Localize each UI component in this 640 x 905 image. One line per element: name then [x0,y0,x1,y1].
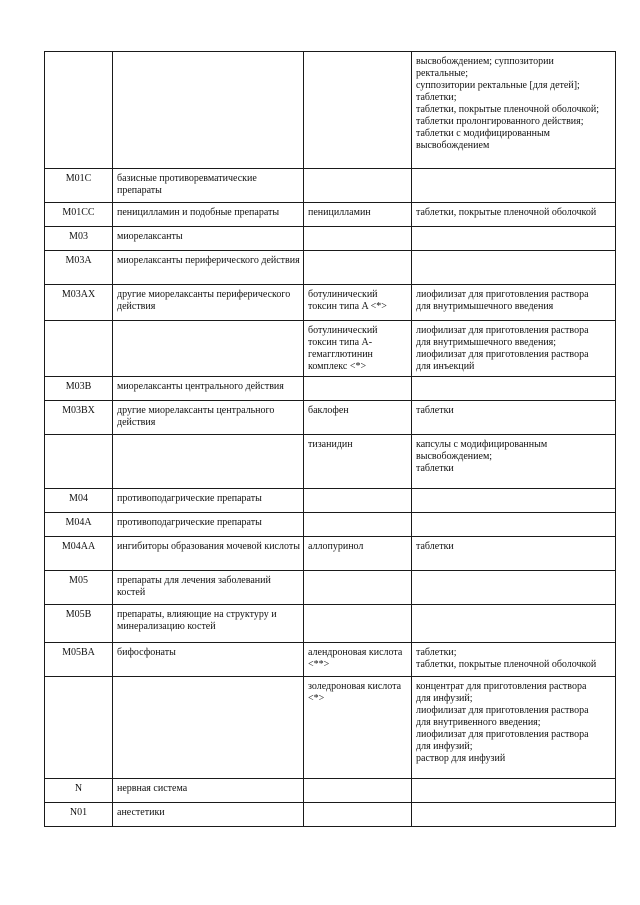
table-row [45,779,616,803]
group-name-cell: миорелаксанты [113,227,304,251]
atc-code-cell: M04 [45,489,113,513]
atc-code-cell: M03 [45,227,113,251]
atc-code-cell [45,52,113,169]
table-row [45,803,616,827]
drug-name-cell [304,251,412,285]
dosage-form-line: для внутримышечного введения; [416,337,557,348]
atc-code-cell: M04AA [45,537,113,571]
atc-code-cell: M05B [45,605,113,643]
group-name-cell: пеницилламин и подобные препараты [113,203,304,227]
table-row [45,571,616,605]
dosage-form-line: лиофилизат для приготовления раствора [416,289,589,300]
atc-code-cell: M04A [45,513,113,537]
drug-name-cell [304,489,412,513]
dosage-forms-cell [412,605,616,643]
dosage-forms-cell [412,251,616,285]
group-name-cell: базисные противоревматические препараты [113,169,304,203]
group-name-cell: противоподагрические препараты [113,489,304,513]
table-row [45,489,616,513]
atc-code-cell [45,321,113,377]
table-row [45,537,616,571]
atc-code-cell: M05BA [45,643,113,677]
dosage-form-line: высвобождением; [416,451,493,462]
table-row [45,605,616,643]
dosage-forms-cell [412,285,616,321]
drug-name-cell [304,571,412,605]
drug-name-cell [304,377,412,401]
dosage-form-line: концентрат для приготовления раствора [416,681,587,692]
atc-code-cell: M03A [45,251,113,285]
atc-code-cell: M03B [45,377,113,401]
dosage-form-line: таблетки пролонгированного действия; [416,116,584,127]
dosage-forms-cell [412,571,616,605]
dosage-forms-cell [412,435,616,489]
dosage-form-line: раствор для инфузий [416,753,506,764]
atc-code-cell: M01C [45,169,113,203]
dosage-form-line: высвобождением [416,140,490,151]
table-body [45,52,616,827]
group-name-cell: бифосфонаты [113,643,304,677]
table-row [45,513,616,537]
dosage-form-line: таблетки; [416,92,457,103]
dosage-form-line: для инфузий; [416,693,473,704]
dosage-form-line: высвобождением; суппозитории [416,56,554,67]
dosage-forms-cell [412,537,616,571]
dosage-form-line: для внутривенного введения; [416,717,541,728]
group-name-cell: анестетики [113,803,304,827]
atc-code-cell [45,435,113,489]
drug-name-cell: тизанидин [304,435,412,489]
dosage-form-line: лиофилизат для приготовления раствора [416,349,589,360]
dosage-form-line: таблетки [416,541,454,552]
drug-name-cell [304,803,412,827]
table-row [45,643,616,677]
dosage-form-line: таблетки; [416,647,457,658]
group-name-cell [113,52,304,169]
atc-code-cell: N [45,779,113,803]
dosage-forms-cell [412,513,616,537]
group-name-cell: миорелаксанты центрального действия [113,377,304,401]
drug-name-cell: баклофен [304,401,412,435]
dosage-form-line: капсулы с модифицированным [416,439,548,450]
dosage-forms-cell [412,377,616,401]
dosage-form-line: таблетки [416,463,454,474]
dosage-forms-cell [412,227,616,251]
drug-name-cell [304,605,412,643]
group-name-cell: препараты, влияющие на структуру и минерализацию костей [113,605,304,643]
atc-code-cell: M01CC [45,203,113,227]
group-name-cell: другие миорелаксанты периферического действия [113,285,304,321]
dosage-form-line: лиофилизат для приготовления раствора [416,325,589,336]
dosage-forms-cell [412,643,616,677]
table-row [45,251,616,285]
drug-name-cell [304,169,412,203]
dosage-form-line: таблетки, покрытые пленочной оболочкой; [416,104,600,115]
dosage-form-line: для инфузий; [416,741,473,752]
table-row [45,377,616,401]
dosage-form-line: для инъекций [416,361,475,372]
atc-drug-table [44,51,616,827]
dosage-form-line: таблетки с модифицированным [416,128,551,139]
table-row [45,435,616,489]
dosage-form-line: таблетки, покрытые пленочной оболочкой [416,659,597,670]
table-row [45,203,616,227]
atc-code-cell [45,677,113,779]
atc-code-cell: M03BX [45,401,113,435]
dosage-form-line: для внутримышечного введения [416,301,554,312]
group-name-cell [113,435,304,489]
dosage-form-line: лиофилизат для приготовления раствора [416,729,589,740]
dosage-form-line: суппозитории ректальные [для детей]; [416,80,580,91]
group-name-cell [113,677,304,779]
drug-name-cell: золедроновая кислота <*> [304,677,412,779]
dosage-forms-cell [412,52,616,169]
drug-name-cell: ботулинический токсин типа A <*> [304,285,412,321]
table-row [45,52,616,169]
dosage-forms-cell [412,401,616,435]
group-name-cell: миорелаксанты периферического действия [113,251,304,285]
group-name-cell: другие миорелаксанты центрального действия [113,401,304,435]
drug-name-cell: пеницилламин [304,203,412,227]
dosage-form-line: лиофилизат для приготовления раствора [416,705,589,716]
drug-name-cell [304,513,412,537]
dosage-forms-cell [412,677,616,779]
group-name-cell: препараты для лечения заболеваний костей [113,571,304,605]
dosage-form-line: таблетки, покрытые пленочной оболочкой [416,207,597,218]
table-row [45,169,616,203]
group-name-cell [113,321,304,377]
group-name-cell: противоподагрические препараты [113,513,304,537]
table-row [45,285,616,321]
dosage-form-line: ректальные; [416,68,469,79]
dosage-forms-cell [412,779,616,803]
group-name-cell: нервная система [113,779,304,803]
drug-name-cell: ботулинический токсин типа A-гемагглютинин комплекс <*> [304,321,412,377]
table-row [45,321,616,377]
dosage-forms-cell [412,321,616,377]
dosage-forms-cell [412,203,616,227]
dosage-forms-cell [412,489,616,513]
drug-name-cell [304,227,412,251]
atc-code-cell: N01 [45,803,113,827]
group-name-cell: ингибиторы образования мочевой кислоты [113,537,304,571]
drug-name-cell: алендроновая кислота <**> [304,643,412,677]
dosage-forms-cell [412,169,616,203]
drug-name-cell [304,779,412,803]
atc-code-cell: M03AX [45,285,113,321]
drug-name-cell [304,52,412,169]
table-row [45,401,616,435]
dosage-forms-cell [412,803,616,827]
dosage-form-line: таблетки [416,405,454,416]
drug-name-cell: аллопуринол [304,537,412,571]
table-row [45,227,616,251]
atc-code-cell: M05 [45,571,113,605]
table-row [45,677,616,779]
